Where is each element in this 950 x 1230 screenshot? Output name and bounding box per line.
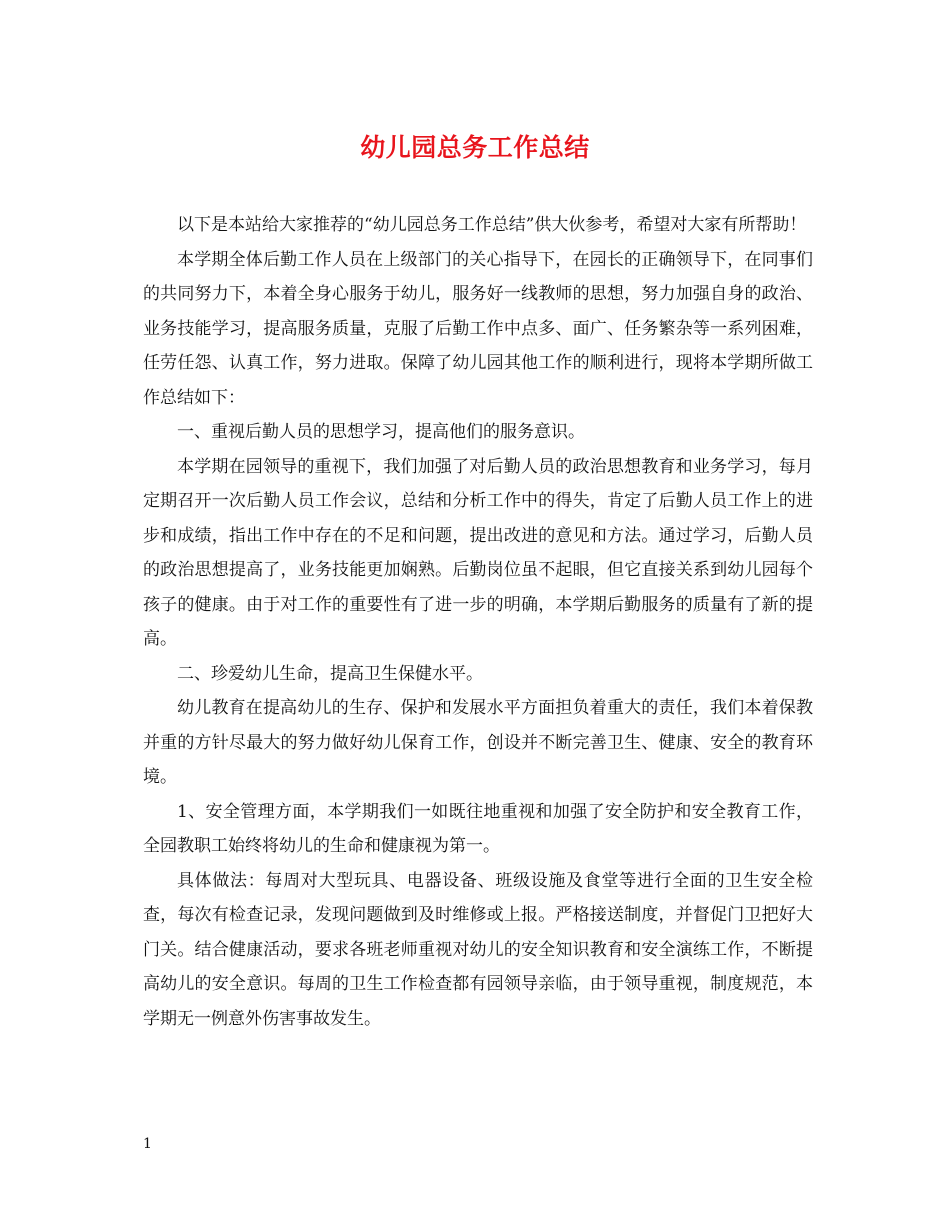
paragraph-section-1: 本学期在园领导的重视下，我们加强了对后勤人员的政治思想教育和业务学习，每月定期召开一次后勤人员工作会议，总结和分析工作中的得失，肯定了后勤人员工作上的进步和成绩，指出工作中存在的不足和问题，提出改进的意见和方法。通过学习，后勤人员的政治思想提高了，业务技能更加娴熟。后勤岗位虽不起眼，但它直接关系到幼儿园每个孩子的健康。由于对工作的重要性有了进一步的明确，本学期后勤服务的质量有了新的提高。 — [143, 456, 813, 649]
paragraph-intro: 以下是本站给大家推荐的“幼儿园总务工作总结”供大伙参考，希望对大家有所帮助！ — [177, 215, 807, 235]
paragraph-section-2: 幼儿教育在提高幼儿的生存、保护和发展水平方面担负着重大的责任，我们本着保教并重的方针尽最大的努力做好幼儿保育工作，创设并不断完善卫生、健康、安全的教育环境。 — [143, 698, 813, 787]
page-number: 1 — [143, 1136, 152, 1152]
document-title: 幼儿园总务工作总结 — [360, 133, 590, 162]
section-heading-2: 二、珍爱幼儿生命，提高卫生保健水平。 — [177, 663, 483, 684]
subsection-safety: 1、安全管理方面，本学期我们一如既往地重视和加强了安全防护和安全教育工作，全园教职工始终将幼儿的生命和健康视为第一。 — [143, 801, 813, 856]
section-heading-1: 一、重视后勤人员的思想学习，提高他们的服务意识。 — [177, 422, 585, 442]
paragraph-overview: 本学期全体后勤工作人员在上级部门的关心指导下，在园长的正确领导下，在同事们的共同努力下，本着全身心服务于幼儿，服务好一线教师的思想，努力加强自身的政治、业务技能学习，提高服务质量，克服了后勤工作中点多、面广、任务繁杂等一系列困难，任劳任怨、认真工作，努力进取。保障了幼儿园其他工作的顺利进行，现将本学期所做工作总结如下： — [143, 249, 813, 408]
document-body — [143, 208, 813, 1036]
paragraph-specific-measures: 具体做法：每周对大型玩具、电器设备、班级设施及食堂等进行全面的卫生安全检查，每次有检查记录，发现问题做到及时维修或上报。严格接送制度，并督促门卫把好大门关。结合健康活动，要求各班老师重视对幼儿的安全知识教育和安全演练工作，不断提高幼儿的安全意识。每周的卫生工作检查都有园领导亲临，由于领导重视，制度规范，本学期无一例意外伤害事故发生。 — [143, 870, 813, 1029]
